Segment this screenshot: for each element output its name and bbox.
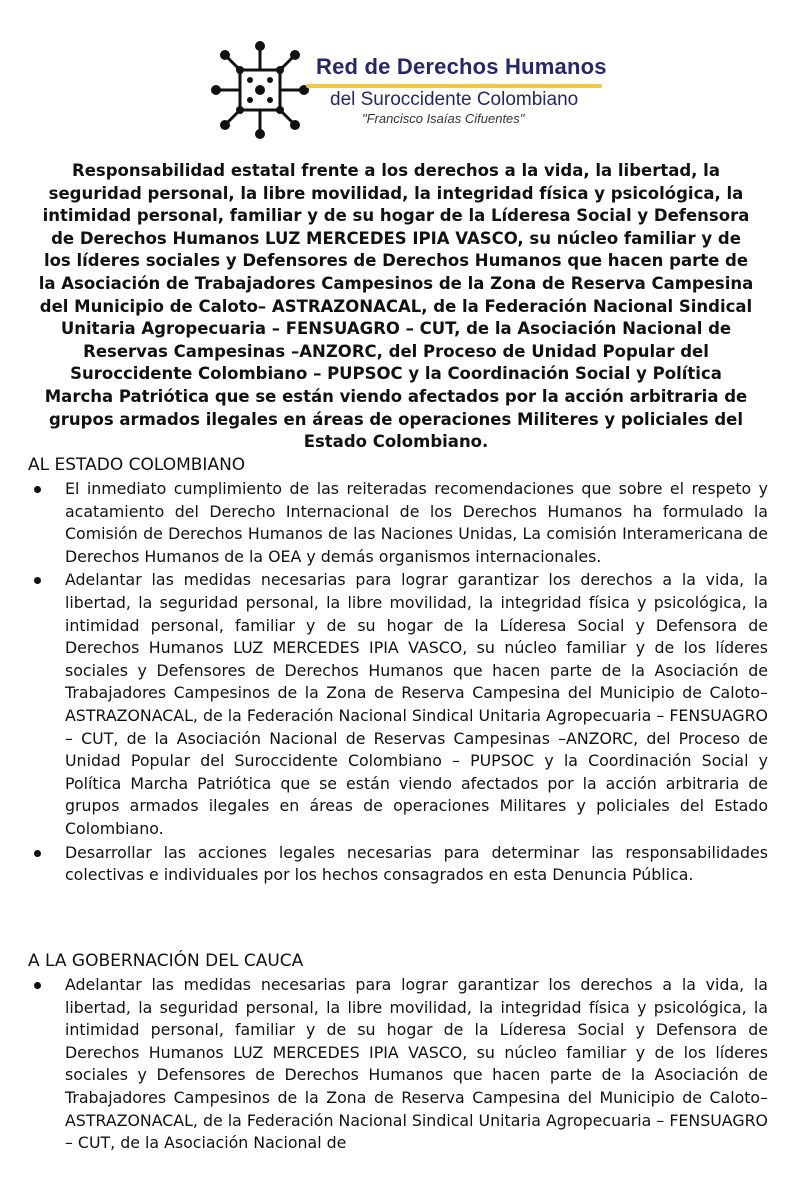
section-gobernacion-cauca [28,950,768,1156]
bullet-icon [34,850,41,857]
list-item [28,842,768,887]
section-estado-colombiano [28,454,768,888]
org-name: Red de Derechos Humanos [316,54,607,79]
list-item-text: El inmediato cumplimiento de las reiteradas recomendaciones que sobre el respeto y acatamiento del Derecho Internacional de los Derechos Humanos ha formulado la Comisión de Derechos Humanos de las Naciones Unidas, La comisión Interamericana de Derechos Humanos de la OEA y demás organismos internacionales. [65,479,768,566]
document-title: Responsabilidad estatal frente a los derechos a la vida, la libertad, la seguridad personal, la libre movilidad, la integridad física y psicológica, la intimidad personal, familiar y de su hogar de la Líderesa Social y Defensora de Derechos Humanos LUZ MERCEDES IPIA VASCO, su núcleo familiar y de los líderes sociales y Defensores de Derechos Humanos que hacen parte de la Asociación de Trabajadores Campesinos de la Zona de Reserva Campesina del Municipio de Caloto– ASTRAZONACAL, de la Federación Nacional Sindical Unitaria Agropecuaria – FENSUAGRO – CUT, de la Asociación Nacional de Reservas Campesinas –ANZORC, del Proceso de Unidad Popular del Suroccidente Colombiano – PUPSOC y la Coordinación Social y Política Marcha Patriótica que se están viendo afectados por la acción arbitraria de grupos armados ilegales en áreas de operaciones Militeres y policiales del Estado Colombiano. [38,161,754,452]
list-item [28,569,768,840]
list-item [28,974,768,1155]
list-item-text: Adelantar las medidas necesarias para lograr garantizar los derechos a la vida, la libertad, la seguridad personal, la libre movilidad, la integridad física y psicológica, la intimidad personal, familiar y de su hogar de la Líderesa Social y Defensora de Derechos Humanos LUZ MERCEDES IPIA VASCO, su núcleo familiar y de los líderes sociales y Defensores de Derechos Humanos que hacen parte de la Asociación de Trabajadores Campesinos de la Zona de Reserva Campesina del Municipio de Caloto– ASTRAZONACAL, de la Federación Nacional Sindical Unitaria Agropecuaria – FENSUAGRO – CUT, de la Asociación Nacional de Reservas Campesinas –ANZORC, del Proceso de Unidad Popular del Suroccidente Colombiano – PUPSOC y la Coordinación Social y Política Marcha Patriótica que se están viendo afectados por la acción arbitraria de grupos armados ilegales en áreas de operaciones Militares y policiales del Estado Colombiano. [65,570,768,838]
people-network-logo [210,40,310,140]
bullet-icon [34,577,41,584]
list-item-text: Adelantar las medidas necesarias para lograr garantizar los derechos a la vida, la libertad, la seguridad personal, la libre movilidad, la integridad física y psicológica, la intimidad personal, familiar y de su hogar de la Líderesa Social y Defensora de Derechos Humanos LUZ MERCEDES IPIA VASCO, su núcleo familiar y de los líderes sociales y Defensores de Derechos Humanos que hacen parte de la Asociación de Trabajadores Campesinos de la Zona de Reserva Campesina del Municipio de Caloto– ASTRAZONACAL, de la Federación Nacional Sindical Unitaria Agropecuaria – FENSUAGRO – CUT, de la Asociación Nacional de [65,975,768,1153]
list-item [28,478,768,568]
org-tagline: "Francisco Isaías Cifuentes" [362,111,525,126]
org-subtitle: del Suroccidente Colombiano [330,89,579,110]
bullet-icon [34,486,41,493]
accent-bar [306,84,602,88]
section-heading: A LA GOBERNACIÓN DEL CAUCA [28,951,304,971]
bullet-icon [34,982,41,989]
list-item-text: Desarrollar las acciones legales necesarias para determinar las responsabilidades colectivas e individuales por los hechos consagrados en esta Denuncia Pública. [65,842,768,885]
section-heading: AL ESTADO COLOMBIANO [28,455,246,475]
bullet-list [28,478,768,887]
bullet-list [28,974,768,1155]
